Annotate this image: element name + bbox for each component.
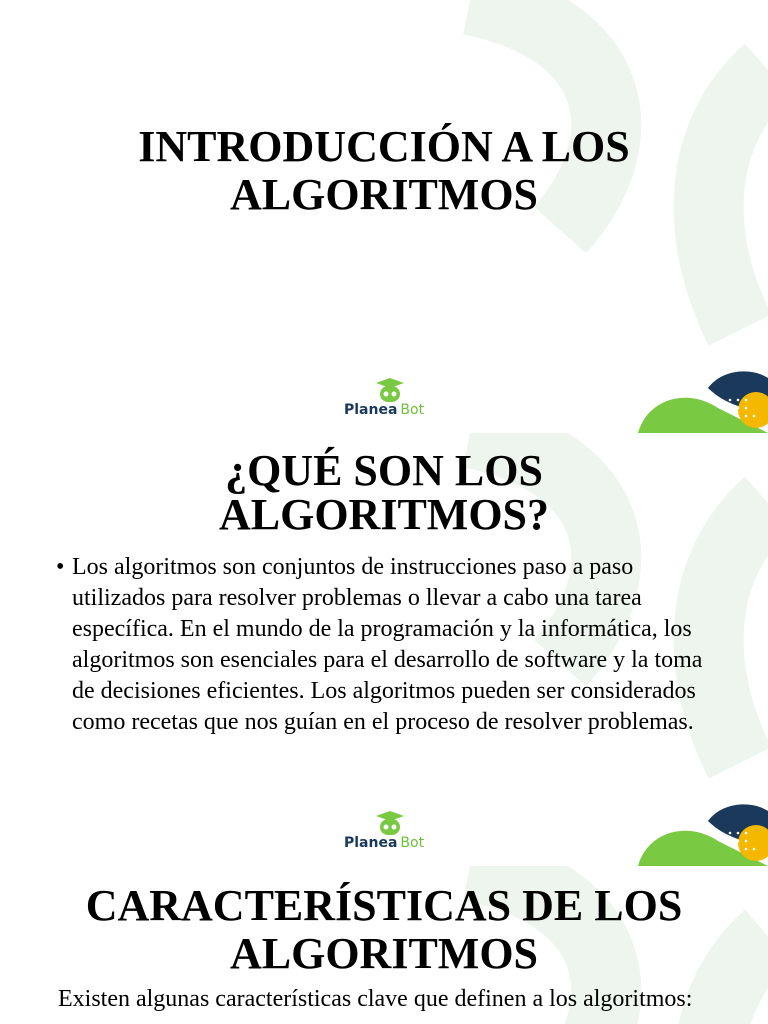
slide-que-son bbox=[0, 433, 768, 866]
title-line-1: ¿QUÉ SON LOS bbox=[225, 446, 543, 495]
bullet-item bbox=[56, 552, 716, 738]
planea-bot-logo bbox=[344, 811, 444, 857]
slide-introduccion bbox=[0, 0, 768, 433]
title-line-2: ALGORITMOS bbox=[229, 929, 539, 978]
bullet-text: Los algoritmos son conjuntos de instrucciones paso a paso utilizados para resolver problemas o llevar a cabo una tarea específica. En el mundo de la programación y la informática, los algoritmos son esenciales para el desarrollo de software y la toma de decisiones eficientes. Los algoritmos pueden ser considerados como recetas que nos guían en el proceso de resolver problemas. bbox=[72, 554, 703, 735]
logo-wordmark bbox=[344, 402, 424, 418]
logo-word-planea: Planea bbox=[344, 402, 398, 418]
title-line-1: CARACTERÍSTICAS DE LOS bbox=[85, 881, 683, 930]
title-line-1: INTRODUCCIÓN A LOS bbox=[138, 122, 630, 171]
title-line-2: ALGORITMOS? bbox=[218, 490, 550, 539]
intro-text: Existen algunas características clave que definen a los algoritmos: bbox=[58, 986, 693, 1012]
logo-word-bot: Bot bbox=[400, 402, 425, 418]
title-line-2: ALGORITMOS bbox=[229, 170, 539, 219]
logo-wordmark bbox=[344, 835, 424, 851]
slide-title bbox=[40, 123, 728, 219]
slide-title bbox=[40, 882, 728, 978]
corner-decoration bbox=[638, 368, 768, 433]
logo-word-bot: Bot bbox=[400, 835, 425, 851]
bullet-marker: • bbox=[56, 554, 65, 580]
logo-word-planea: Planea bbox=[344, 835, 398, 851]
slide-title bbox=[40, 446, 728, 539]
slide-caracteristicas bbox=[0, 866, 768, 1024]
planea-bot-logo bbox=[344, 378, 444, 424]
corner-decoration bbox=[638, 801, 768, 866]
